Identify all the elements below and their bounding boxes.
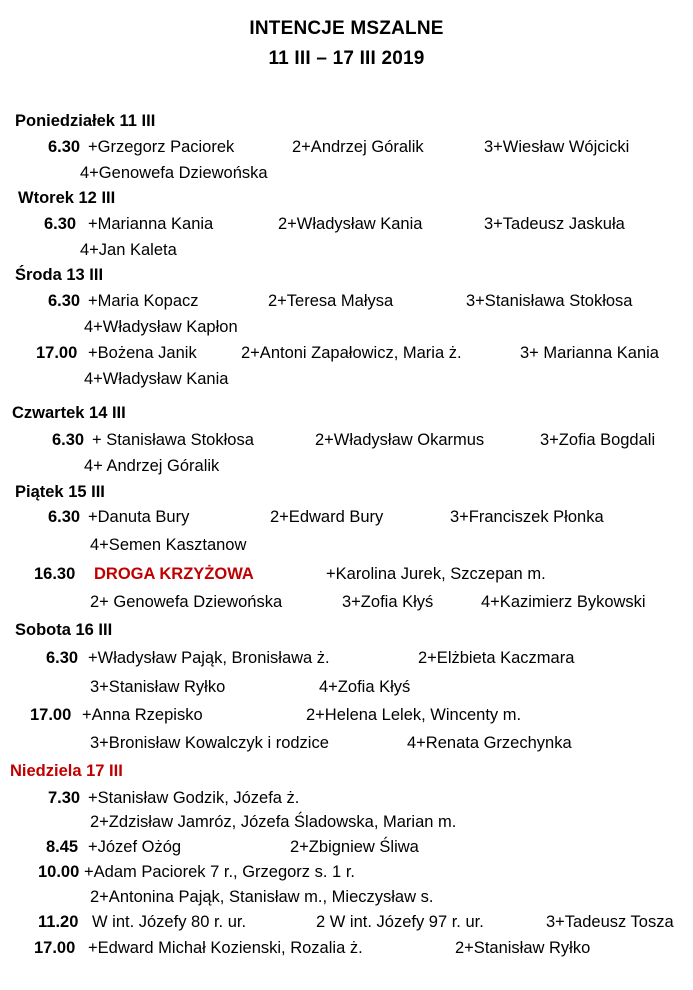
intention: 2+Władysław Kania: [278, 215, 423, 233]
intention: +Karolina Jurek, Szczepan m.: [326, 565, 546, 583]
intention: +Edward Michał Kozienski, Rozalia ż.: [88, 939, 363, 957]
intention: 4+ Andrzej Góralik: [84, 457, 220, 475]
intention: 3+Zofia Bogdali: [540, 431, 656, 449]
intention: 4+Semen Kasztanow: [90, 536, 247, 554]
intention: +Anna Rzepisko: [82, 706, 203, 724]
intention: 2+Stanisław Ryłko: [455, 939, 591, 957]
intention: 3+Tadeusz Jaskuła: [484, 215, 625, 233]
intention: 4+Władysław Kapłon: [84, 318, 238, 336]
day-heading: Wtorek 12 III: [18, 189, 116, 207]
mass-time: 17.00: [30, 706, 72, 724]
intention: 3+Tadeusz Tosza: [546, 913, 674, 931]
intention: + Stanisława Stokłosa: [92, 431, 254, 449]
day-heading: Poniedziałek 11 III: [15, 112, 156, 130]
intention: W int. Józefy 80 r. ur.: [92, 913, 247, 931]
intention: 3+Bronisław Kowalczyk i rodzice: [90, 734, 329, 752]
intention: 4+Jan Kaleta: [80, 241, 177, 259]
intention: 3+Stanisława Stokłosa: [466, 292, 633, 310]
intention: +Władysław Pająk, Bronisława ż.: [88, 649, 330, 667]
intention: 4+Renata Grzechynka: [407, 734, 572, 752]
date-range: 11 III – 17 III 2019: [268, 48, 425, 69]
intention: +Danuta Bury: [88, 508, 190, 526]
mass-time: 8.45: [46, 838, 79, 856]
intention: 2+Zbigniew Śliwa: [290, 838, 419, 856]
day-heading: Piątek 15 III: [15, 483, 105, 501]
intention: 4+Władysław Kania: [84, 370, 229, 388]
mass-time: 11.20: [38, 913, 79, 931]
mass-time: 16.30: [34, 565, 76, 583]
intention: 3+ Marianna Kania: [520, 344, 659, 362]
intention: 2+Władysław Okarmus: [315, 431, 485, 449]
intention: +Maria Kopacz: [88, 292, 199, 310]
intention: 3+Zofia Kłyś: [342, 593, 434, 611]
intention: +Stanisław Godzik, Józefa ż.: [88, 789, 300, 807]
page-title: INTENCJE MSZALNE: [249, 18, 444, 39]
intention: 4+Kazimierz Bykowski: [481, 593, 646, 611]
intention: +Józef Ożóg: [88, 838, 182, 856]
intention: 2+Helena Lelek, Wincenty m.: [306, 706, 522, 724]
intention: 2+Teresa Małysa: [268, 292, 394, 310]
intention: 2+ Genowefa Dziewońska: [90, 593, 283, 611]
intention: 2+Edward Bury: [270, 508, 384, 526]
intention: 3+Stanisław Ryłko: [90, 678, 226, 696]
day-heading: Czwartek 14 III: [12, 404, 126, 422]
day-heading: Sobota 16 III: [15, 621, 113, 639]
intention: 2+Andrzej Góralik: [292, 138, 424, 156]
mass-time: 6.30: [48, 138, 81, 156]
intention: 2+Elżbieta Kaczmara: [418, 649, 575, 667]
mass-time: 17.00: [34, 939, 76, 957]
mass-time: 6.30: [48, 292, 81, 310]
intention: +Marianna Kania: [88, 215, 214, 233]
service-label: DROGA KRZYŻOWA: [94, 565, 254, 583]
intention: 3+Wiesław Wójcicki: [484, 138, 630, 156]
mass-time: 7.30: [48, 789, 81, 807]
intention: +Adam Paciorek 7 r., Grzegorz s. 1 r.: [84, 863, 355, 881]
intention: +Grzegorz Paciorek: [88, 138, 235, 156]
mass-time: 6.30: [44, 215, 77, 233]
intention: 4+Genowefa Dziewońska: [80, 164, 268, 182]
day-heading: Środa 13 III: [15, 266, 104, 284]
mass-time: 6.30: [48, 508, 81, 526]
intention: 2+Antonina Pająk, Stanisław m., Mieczysław s.: [90, 888, 434, 906]
intention: 2 W int. Józefy 97 r. ur.: [316, 913, 484, 931]
mass-time: 17.00: [36, 344, 78, 362]
intention: 2+Zdzisław Jamróz, Józefa Śladowska, Marian m.: [90, 813, 457, 831]
mass-time: 10.00: [38, 863, 80, 881]
intention: +Bożena Janik: [88, 344, 197, 362]
intention: 2+Antoni Zapałowicz, Maria ż.: [241, 344, 462, 362]
day-heading: Niedziela 17 III: [10, 762, 123, 780]
intention: 3+Franciszek Płonka: [450, 508, 604, 526]
mass-time: 6.30: [52, 431, 85, 449]
mass-time: 6.30: [46, 649, 79, 667]
intention: 4+Zofia Kłyś: [319, 678, 411, 696]
